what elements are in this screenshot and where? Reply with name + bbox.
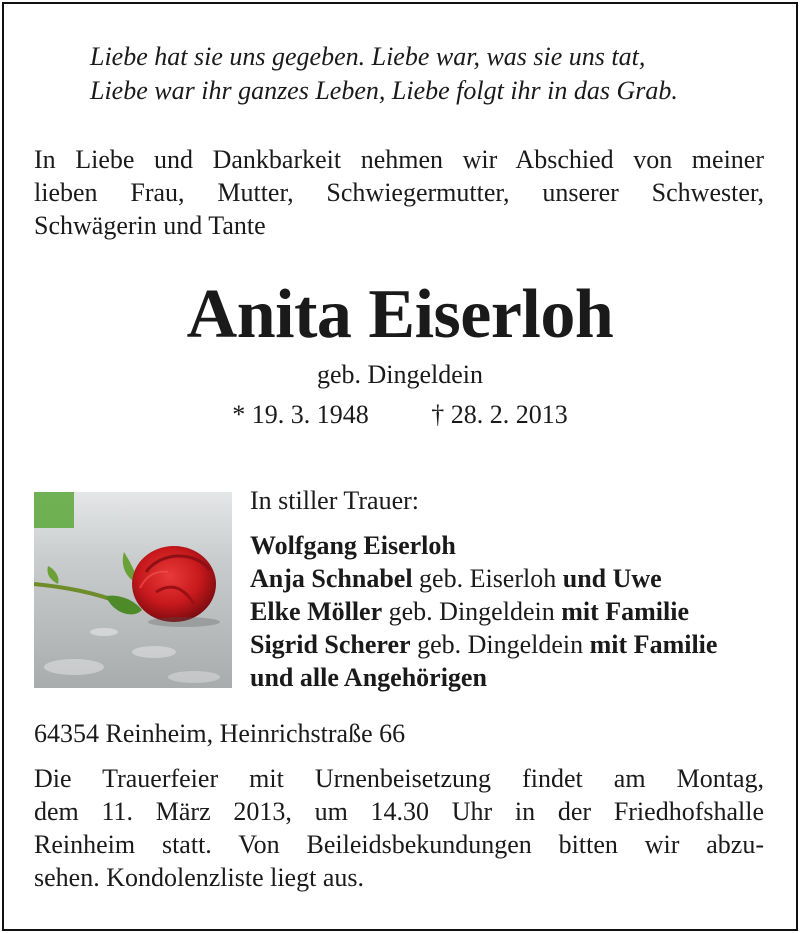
birth-date: * 19. 3. 1948 <box>232 400 369 429</box>
mourner-birth-name: geb. Eiserloh <box>412 564 563 593</box>
poem-line-1: Liebe hat sie uns gegeben. Liebe war, was sie uns tat, <box>90 42 646 71</box>
mourner-name: Elke Möller <box>250 597 383 626</box>
mourner-name: Anja Schnabel <box>250 564 413 593</box>
intro-line-1: In Liebe und Dankbarkeit nehmen wir Abschied von meiner <box>34 145 764 174</box>
mourner-row <box>250 628 717 661</box>
mourners-heading: In stiller Trauer: <box>250 486 419 515</box>
intro-text <box>34 143 764 242</box>
mourner-name: Wolfgang Eiserloh <box>250 531 456 560</box>
mourner-name: und alle Angehörigen <box>250 663 487 692</box>
intro-line-2: lieben Frau, Mutter, Schwiegermutter, unserer Schwester, <box>34 178 764 207</box>
funeral-notice <box>34 762 764 894</box>
mourner-birth-name: geb. Dingeldein <box>410 630 590 659</box>
red-rose-icon <box>34 492 232 688</box>
mourner-row <box>250 595 717 628</box>
deceased-name: Anita Eiserloh <box>186 276 614 353</box>
notice-line-4: sehen. Kondolenzliste liegt aus. <box>34 863 364 892</box>
mourner-birth-name: geb. Dingeldein <box>382 597 562 626</box>
poem-line-2: Liebe war ihr ganzes Leben, Liebe folgt ihr in das Grab. <box>90 76 678 105</box>
mourner-relation: mit Familie <box>561 597 690 626</box>
mourner-row <box>250 562 717 595</box>
poem <box>90 40 678 108</box>
mourner-relation: mit Familie <box>589 630 718 659</box>
address: 64354 Reinheim, Heinrichstraße 66 <box>34 719 406 748</box>
birth-name: geb. Dingeldein <box>316 360 484 389</box>
mourners-list <box>250 484 717 694</box>
mourner-row <box>250 661 717 694</box>
mourner-row <box>250 529 717 562</box>
red-rose-photo <box>34 492 232 688</box>
notice-line-1: Die Trauerfeier mit Urnenbeisetzung findet am Montag, <box>34 764 764 793</box>
death-date: † 28. 2. 2013 <box>431 400 568 429</box>
mourner-name: Sigrid Scherer <box>250 630 411 659</box>
mourner-relation: und Uwe <box>562 564 662 593</box>
life-dates <box>0 398 800 432</box>
notice-line-3: Reinheim statt. Von Beileidsbekundungen bitten wir abzu- <box>34 830 764 859</box>
notice-line-2: dem 11. März 2013, um 14.30 Uhr in der Friedhofshalle <box>34 797 764 826</box>
intro-line-3: Schwägerin und Tante <box>34 211 266 240</box>
